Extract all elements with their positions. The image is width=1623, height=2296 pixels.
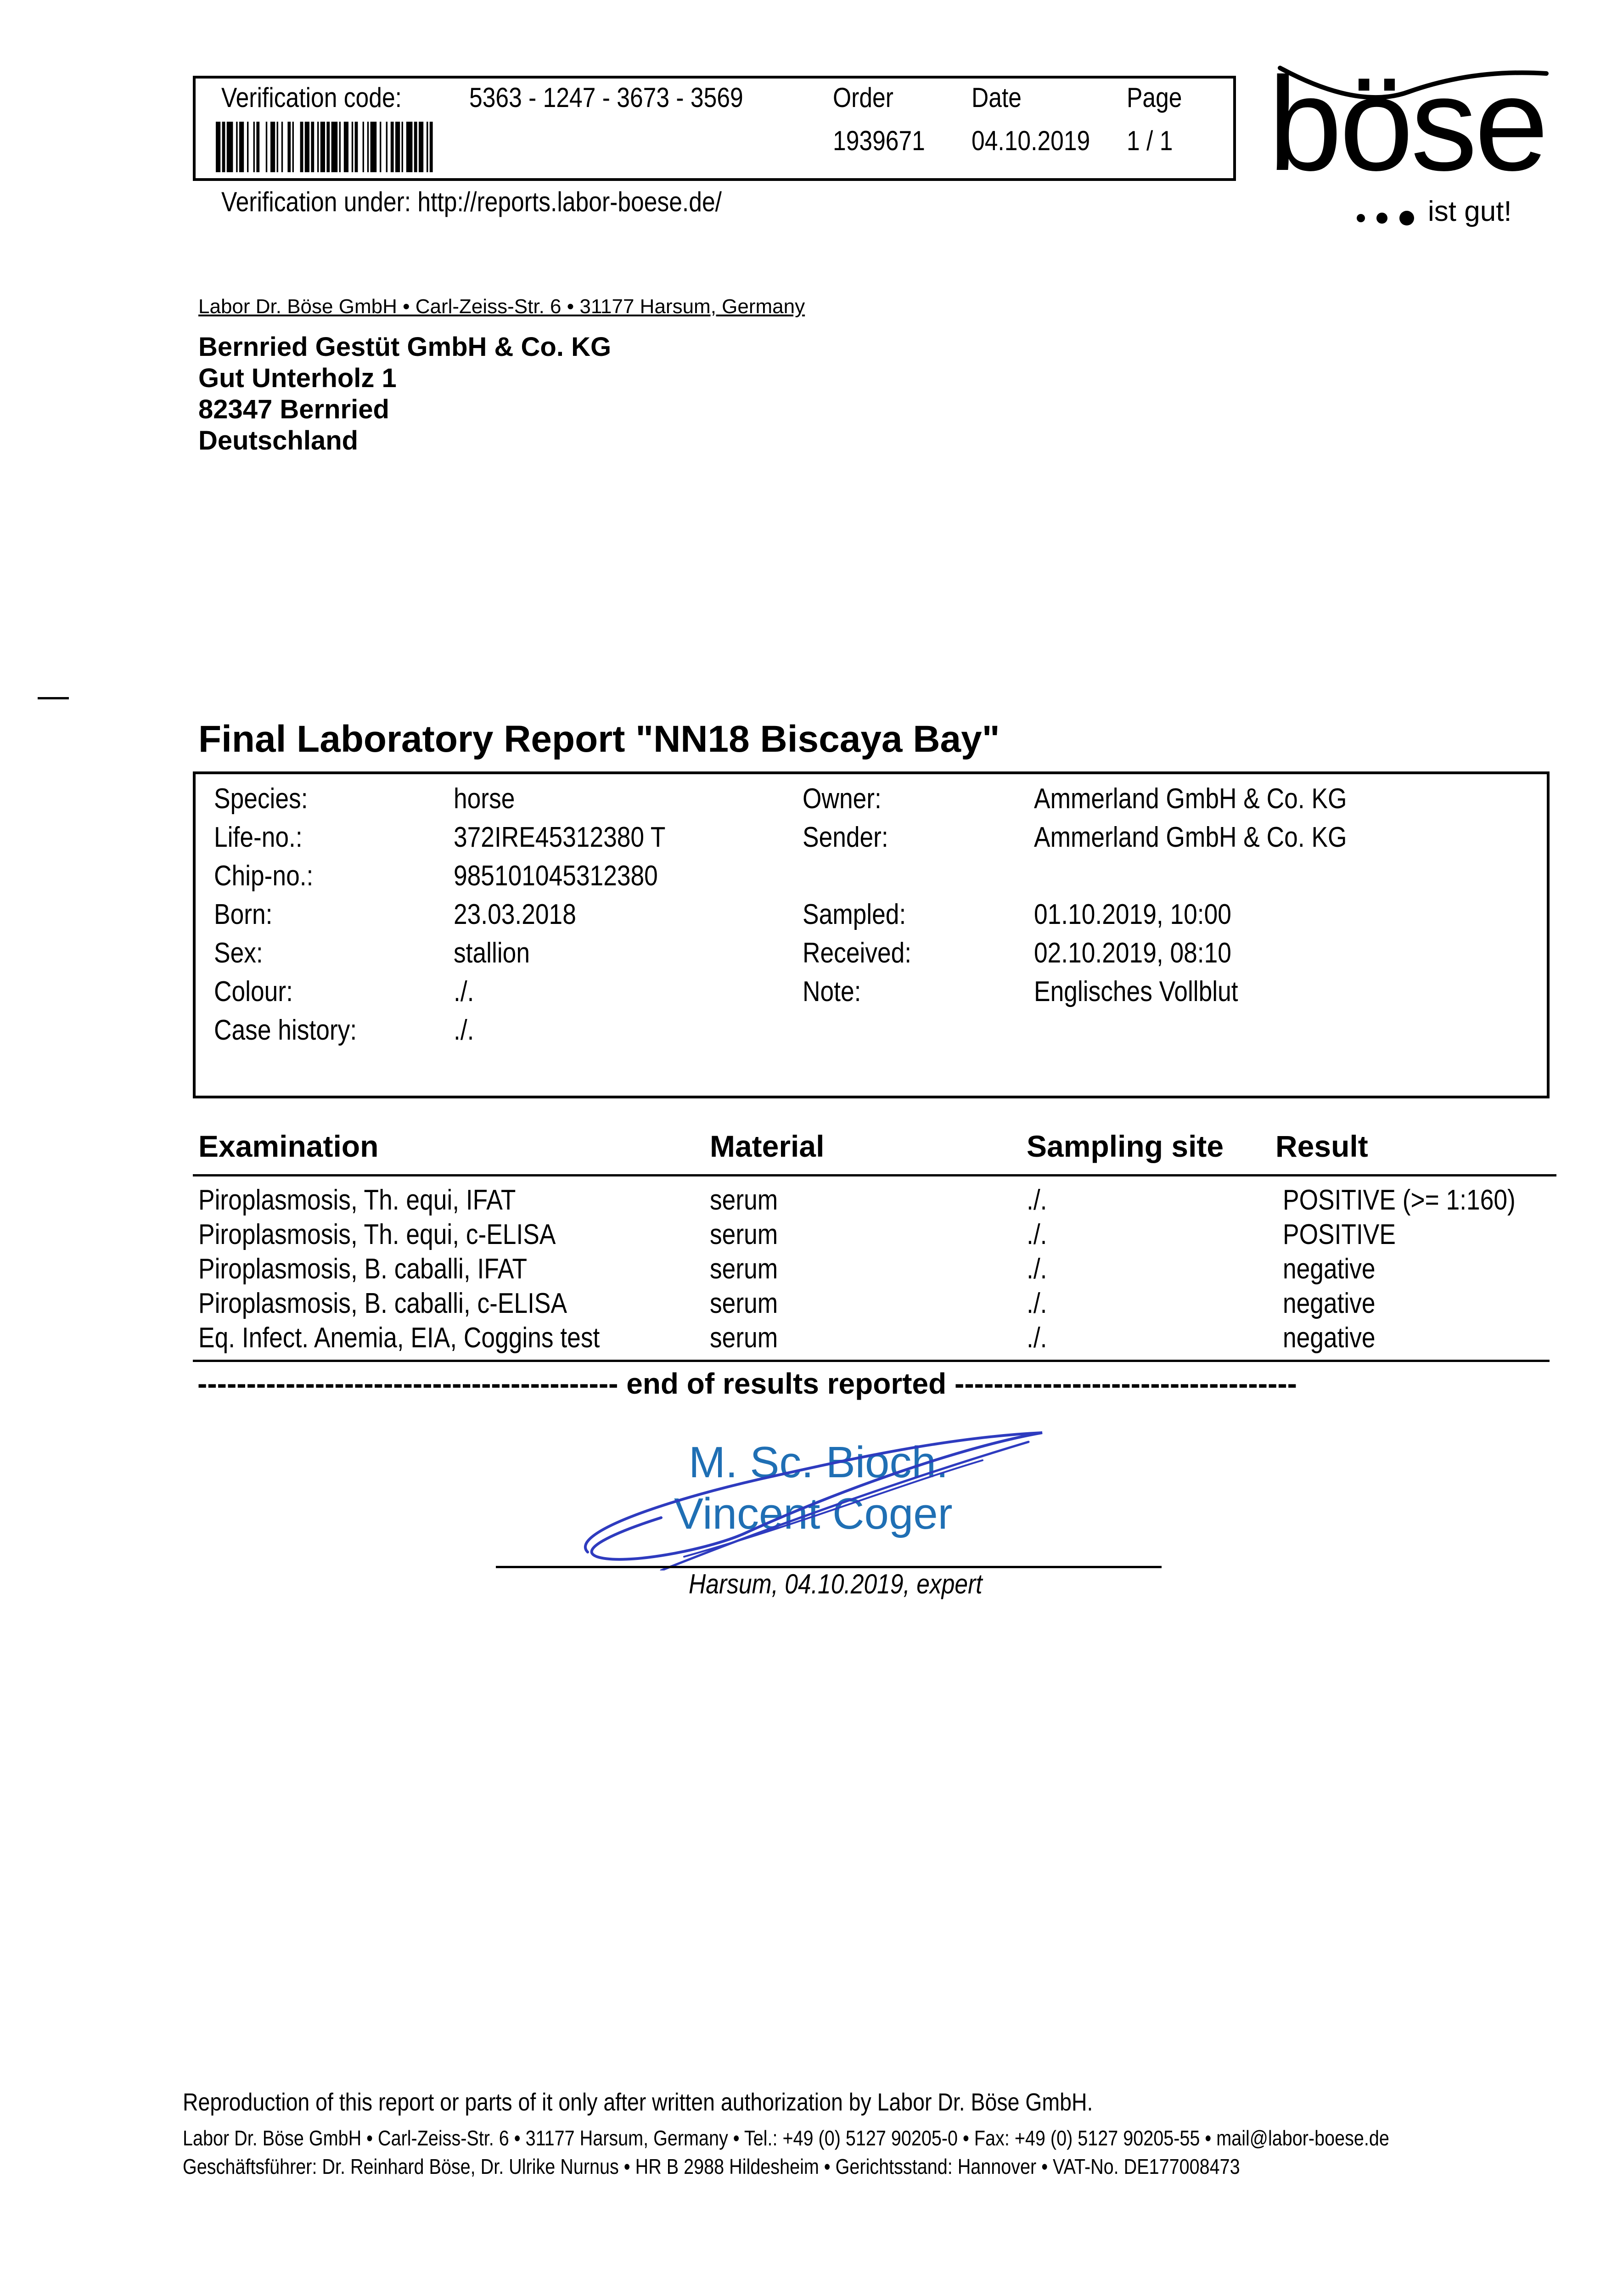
animal-info-box (193, 771, 1550, 1098)
footer-management: Geschäftsführer: Dr. Reinhard Böse, Dr. Ulrike Nurnus • HR B 2988 Hildesheim • Gerichtsstand: Hannover • VAT-No. DE177008473 (183, 2155, 1240, 2178)
verification-code: 5363 - 1247 - 3673 - 3569 (469, 82, 743, 113)
page-number: 1 / 1 (1127, 125, 1173, 156)
logo-wordmark: böse (1268, 50, 1546, 198)
sender-label: Sender: (803, 822, 888, 853)
footer-address: Labor Dr. Böse GmbH • Carl-Zeiss-Str. 6 • 31177 Harsum, Germany • Tel.: +49 (0) 5127 90205-0 • Fax: +49 (0) 5127 90205-55 • mail@labor-boese.de (183, 2126, 1389, 2150)
signer-title: M. Sc. Bioch. (689, 1438, 949, 1487)
table-header-rule (193, 1174, 1556, 1176)
fold-mark (38, 697, 69, 699)
material-cell: serum (710, 1184, 778, 1216)
life-no-label: Life-no.: (214, 822, 303, 853)
result-cell: POSITIVE (>= 1:160) (1283, 1184, 1516, 1216)
result-cell: negative (1283, 1253, 1376, 1285)
examination-cell: Piroplasmosis, Th. equi, c-ELISA (198, 1219, 556, 1250)
examination-cell: Piroplasmosis, B. caballi, c-ELISA (198, 1288, 567, 1319)
received-label: Received: (803, 937, 912, 969)
verification-url: Verification under: http://reports.labor-boese.de/ (221, 186, 722, 217)
sender-value: Ammerland GmbH & Co. KG (1034, 822, 1347, 853)
sex-label: Sex: (214, 937, 263, 969)
note-label: Note: (803, 976, 861, 1007)
examination-cell: Piroplasmosis, Th. equi, IFAT (198, 1184, 516, 1216)
case-history-value: ./. (454, 1014, 474, 1046)
owner-label: Owner: (803, 783, 882, 815)
page-label: Page (1127, 82, 1182, 113)
sampling-site-cell: ./. (1027, 1288, 1047, 1319)
species-value: horse (454, 783, 515, 815)
table-bottom-rule (193, 1360, 1550, 1362)
material-cell: serum (710, 1288, 778, 1319)
chip-no-label: Chip-no.: (214, 860, 314, 892)
end-of-results-line: ------------------------------------------- end of results reported ----------------------------------- (197, 1367, 1297, 1400)
recipient-country: Deutschland (198, 426, 359, 456)
sampling-site-cell: ./. (1027, 1253, 1047, 1285)
material-cell: serum (710, 1322, 778, 1354)
sampling-site-cell: ./. (1027, 1184, 1047, 1216)
barcode-icon (216, 122, 556, 172)
owner-value: Ammerland GmbH & Co. KG (1034, 783, 1347, 815)
order-number: 1939671 (833, 125, 925, 156)
case-history-label: Case history: (214, 1014, 357, 1046)
column-header-result: Result (1275, 1129, 1368, 1163)
colour-value: ./. (454, 976, 474, 1007)
column-header-material: Material (710, 1129, 825, 1163)
colour-label: Colour: (214, 976, 293, 1007)
signer-name: Vincent Coger (674, 1489, 953, 1538)
date-label: Date (972, 82, 1022, 113)
received-value: 02.10.2019, 08:10 (1034, 937, 1231, 969)
signature-caption: Harsum, 04.10.2019, expert (689, 1569, 983, 1599)
recipient-street: Gut Unterholz 1 (198, 363, 397, 393)
result-cell: POSITIVE (1283, 1219, 1396, 1250)
chip-no-value: 985101045312380 (454, 860, 658, 892)
born-label: Born: (214, 899, 273, 930)
material-cell: serum (710, 1219, 778, 1250)
examination-cell: Eq. Infect. Anemia, EIA, Coggins test (198, 1322, 600, 1354)
sender-address-line: Labor Dr. Böse GmbH • Carl-Zeiss-Str. 6 • 31177 Harsum, Germany (198, 295, 805, 318)
signature-scribble-icon (569, 1419, 1074, 1570)
recipient-name: Bernried Gestüt GmbH & Co. KG (198, 332, 612, 362)
sampled-label: Sampled: (803, 899, 906, 930)
order-label: Order (833, 82, 893, 113)
logo-tagline: ist gut! (1428, 196, 1512, 227)
logo-dots-icon (1355, 207, 1420, 230)
report-title: Final Laboratory Report "NN18 Biscaya Bay" (198, 718, 1000, 760)
verification-label: Verification code: (221, 82, 402, 113)
sampling-site-cell: ./. (1027, 1219, 1047, 1250)
reproduction-notice: Reproduction of this report or parts of it only after written authorization by Labor Dr. Böse GmbH. (183, 2088, 1093, 2116)
column-header-sampling-site: Sampling site (1027, 1129, 1224, 1163)
sampled-value: 01.10.2019, 10:00 (1034, 899, 1231, 930)
result-cell: negative (1283, 1288, 1376, 1319)
report-date: 04.10.2019 (972, 125, 1090, 156)
material-cell: serum (710, 1253, 778, 1285)
examination-cell: Piroplasmosis, B. caballi, IFAT (198, 1253, 528, 1285)
life-no-value: 372IRE45312380 T (454, 822, 666, 853)
column-header-examination: Examination (198, 1129, 379, 1163)
recipient-city: 82347 Bernried (198, 394, 389, 424)
sex-value: stallion (454, 937, 530, 969)
result-cell: negative (1283, 1322, 1376, 1354)
note-value: Englisches Vollblut (1034, 976, 1238, 1007)
species-label: Species: (214, 783, 308, 815)
born-value: 23.03.2018 (454, 899, 576, 930)
sampling-site-cell: ./. (1027, 1322, 1047, 1354)
